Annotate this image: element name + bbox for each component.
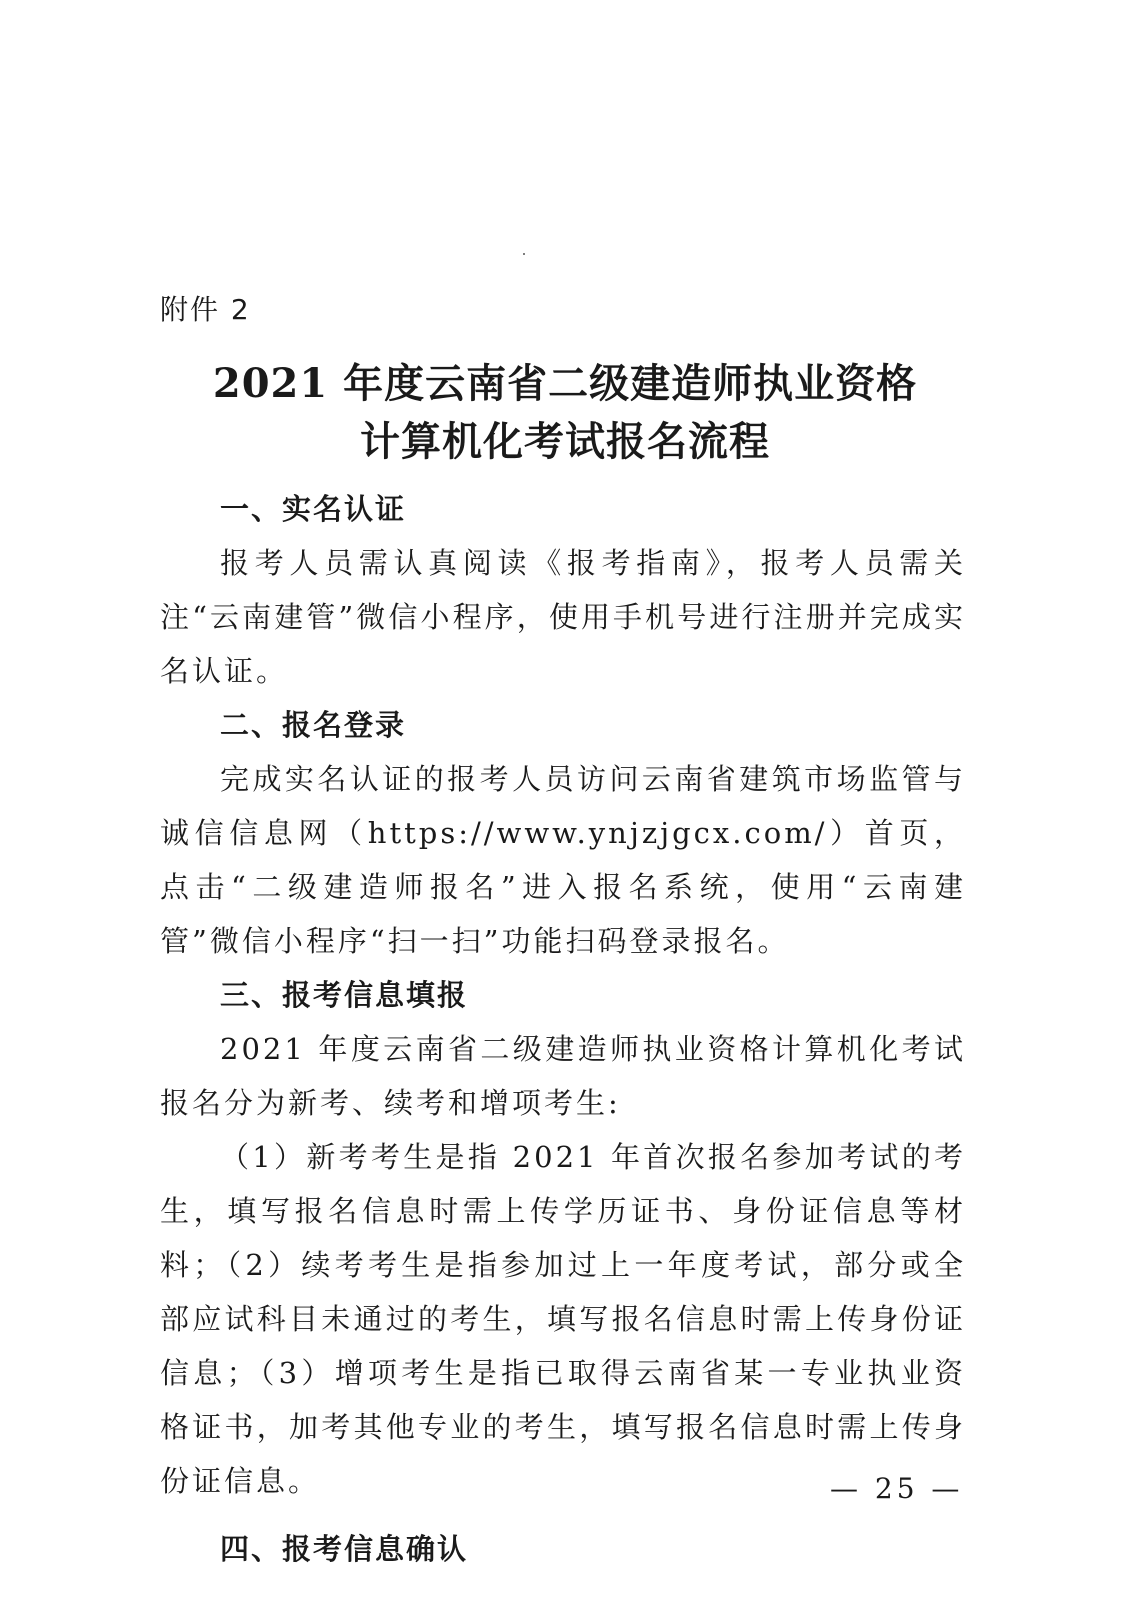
attachment-label: 附件 2 <box>160 293 251 326</box>
document-title-line-2: 计算机化考试报名流程 <box>360 418 770 465</box>
document-title-line-1: 2021 年度云南省二级建造师执业资格 <box>212 360 918 407</box>
section-heading-4: 四、报考信息确认 <box>220 1532 469 1566</box>
section-1-paragraph: 报考人员需认真阅读《报考指南》，报考人员需关注“云南建管”微信小程序，使用手机号进行注册并完成实名认证。 <box>160 546 966 688</box>
section-heading-3: 三、报考信息填报 <box>220 978 469 1012</box>
document-body <box>160 482 966 1576</box>
scan-speck <box>523 253 525 255</box>
spacer <box>160 1508 966 1522</box>
section-heading-1: 一、实名认证 <box>220 492 407 526</box>
page-number: — 25 — <box>830 1472 964 1505</box>
section-2-paragraph: 完成实名认证的报考人员访问云南省建筑市场监管与诚信信息网（https://www.ynjzjgcx.com/）首页，点击“二级建造师报名”进入报名系统，使用“云南建管”微信小程序“扫一扫”功能扫码登录报名。 <box>160 762 966 958</box>
section-heading-2: 二、报名登录 <box>220 708 407 742</box>
section-3-paragraph-1: 2021 年度云南省二级建造师执业资格计算机化考试报名分为新考、续考和增项考生: <box>160 1032 966 1120</box>
section-3-paragraph-2: （1）新考考生是指 2021 年首次报名参加考试的考生，填写报名信息时需上传学历证书、身份证信息等材料；（2）续考考生是指参加过上一年度考试，部分或全部应试科目未通过的考生，填写报名信息时需上传身份证信息；（3）增项考生是指已取得云南省某一专业执业资格证书，加考其他专业的考生，填写报名信息时需上传身份证信息。 <box>160 1140 966 1498</box>
